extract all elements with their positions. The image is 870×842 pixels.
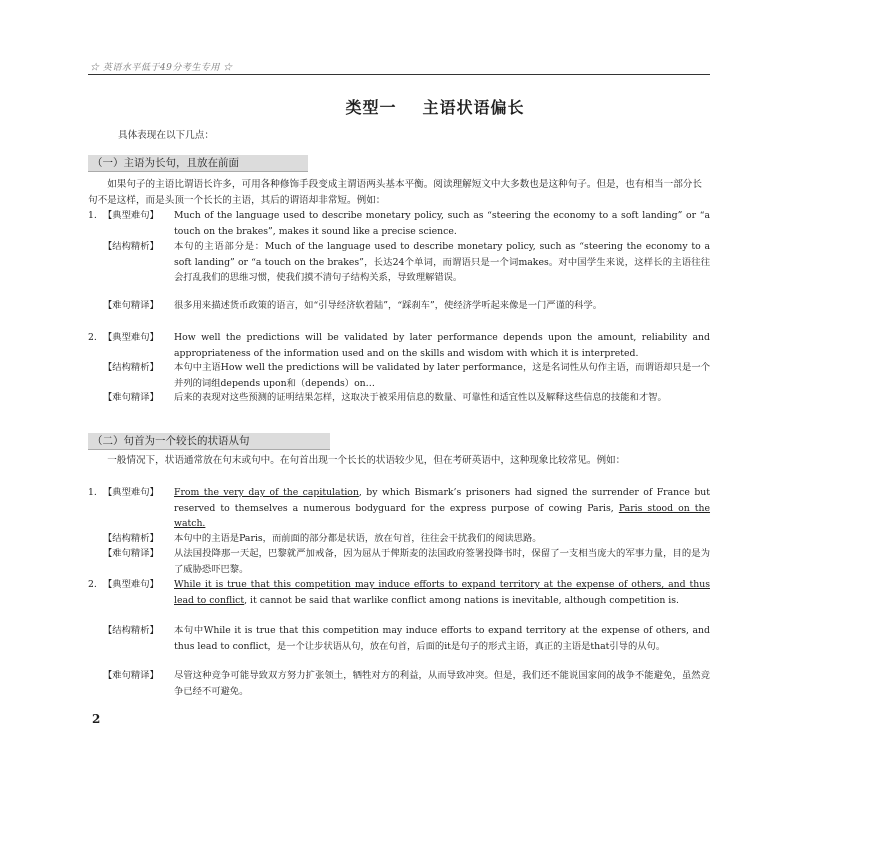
- chapter-title-part2: 主语状语偏长: [422, 98, 525, 117]
- item-tag: 【结构精析】: [103, 625, 159, 636]
- page-number: 2: [92, 712, 101, 726]
- item-tag: 【结构精析】: [103, 533, 159, 544]
- item-text: 很多用来描述货币政策的语言，如“引导经济软着陆”，“踩刹车”，使经济学听起来像是一门严谨的科学。: [174, 300, 603, 311]
- item-text: 本句中的主语是Paris，而前面的部分都是状语，放在句首，往往会干扰我们的阅读思路。: [174, 533, 542, 544]
- item-number: 1.: [88, 210, 97, 221]
- section2-item2-sentence: [88, 577, 710, 608]
- item-text: 尽管这种竞争可能导致双方努力扩张领土，牺牲对方的利益，从而导致冲突。但是，我们还不能说国家间的战争不能避免，虽然竞争已经不可避免。: [174, 670, 710, 697]
- section1-item2-translation: [88, 390, 710, 406]
- item-tag: 【难句精译】: [103, 670, 159, 681]
- section2-heading: （二）句首为一个较长的状语从句: [88, 433, 330, 450]
- item-tag: 【难句精译】: [103, 548, 159, 559]
- header-rule: [88, 74, 710, 75]
- item-tag: 【难句精译】: [103, 392, 159, 403]
- chapter-title: [0, 95, 870, 118]
- intro-text: 具体表现在以下几点：: [118, 130, 214, 141]
- section2-item2-analysis: [88, 623, 710, 654]
- section1-item2-analysis: [88, 360, 710, 391]
- item-tag: 【结构精析】: [103, 241, 159, 252]
- section2-item1-analysis: [88, 531, 710, 547]
- underlined-phrase: From the very day of the capitulation: [174, 487, 359, 498]
- item-text: 从法国投降那一天起，巴黎就严加戒备，因为屈从于俾斯麦的法国政府签署投降书时，保留了一支相当庞大的军事力量，目的是为了威胁恐吓巴黎。: [174, 548, 710, 575]
- section1-heading: （一）主语为长句，且放在前面: [88, 155, 308, 172]
- item-text: [174, 485, 710, 532]
- section1-item1-sentence: [88, 208, 710, 239]
- item-number: 1.: [88, 487, 97, 498]
- item-text: Much of the language used to describe monetary policy, such as “steering the economy to a soft landing” or “a touch on the brakes”, makes it sound like a precise science.: [174, 210, 710, 237]
- section2-item1-sentence: [88, 485, 710, 532]
- item-text: 后来的表现对这些预测的证明结果怎样，这取决于被采用信息的数量、可靠性和适宜性以及解释这些信息的技能和才智。: [174, 392, 667, 403]
- item-text: How well the predictions will be validated by later performance depends upon the amount, reliability and appropriateness of the information used and on the skills and wisdom with which it is interpreted.: [174, 332, 710, 359]
- plain-phrase: , it cannot be said that warlike conflict among nations is inevitable, although competition is.: [244, 594, 679, 606]
- underlined-phrase: Paris stood on the watch.: [174, 502, 711, 529]
- section2-item2-translation: [88, 668, 710, 699]
- item-tag: 【典型难句】: [103, 579, 159, 590]
- item-number: 2.: [88, 579, 97, 590]
- section1-item1-analysis: [88, 239, 710, 286]
- item-number: 2.: [88, 332, 97, 343]
- item-tag: 【典型难句】: [103, 487, 159, 498]
- section1-item2-sentence: [88, 330, 710, 361]
- item-text: 本句中While it is true that this competition may induce efforts to expand territory at the expense of others, and thus lead to conflict，是一个让步状语从句，放在句首，后面的it是句子的形式主语，真正的主语是that引导的从句。: [174, 625, 710, 652]
- chapter-title-part1: 类型一: [345, 98, 397, 117]
- item-text: 本句中主语How well the predictions will be validated by later performance，这是名词性从句作主语，而谓语却只是一个并列的词组depends upon和（depends）on…: [174, 362, 710, 389]
- item-tag: 【典型难句】: [103, 332, 159, 343]
- plain-phrase: , by which Bismark’s prisoners had signed the surrender of France but reserved to themselves a numerous bodyguard for the express purpose of cowing Paris,: [174, 487, 710, 514]
- underlined-phrase: While it is true that this competition may induce efforts to expand territory at the expense of others, and thus lead to conflict: [174, 579, 710, 606]
- section1-item1-translation: [88, 298, 710, 314]
- running-head: ☆ 英语水平低于49分考生专用 ☆: [90, 63, 233, 73]
- item-tag: 【难句精译】: [103, 300, 159, 311]
- item-text: 本句的主语部分是：Much of the language used to describe monetary policy, such as “steering the economy to a soft landing” or “a touch on the brakes”，长达24个单词，而谓语只是一个词makes。对中国学生来说，这样长的主语往往会打乱我们的思维习惯，使我们摸不清句子结构关系，导致理解错误。: [174, 241, 710, 283]
- section2-item1-translation: [88, 546, 710, 577]
- section2-paragraph: 一般情况下，状语通常放在句末或句中。在句首出现一个长长的状语较少见，但在考研英语中，这种现象比较常见。例如：: [107, 455, 626, 466]
- item-tag: 【结构精析】: [103, 362, 159, 373]
- section1-paragraph: 如果句子的主语比谓语长许多，可用各种修饰手段变成主谓语两头基本平衡。阅读理解短文中大多数也是这种句子。但是，也有相当一部分长句不是这样，而是头顶一个长长的主语，其后的谓语却非常短。例如：: [88, 179, 702, 206]
- item-tag: 【典型难句】: [103, 210, 159, 221]
- item-text: [174, 577, 710, 608]
